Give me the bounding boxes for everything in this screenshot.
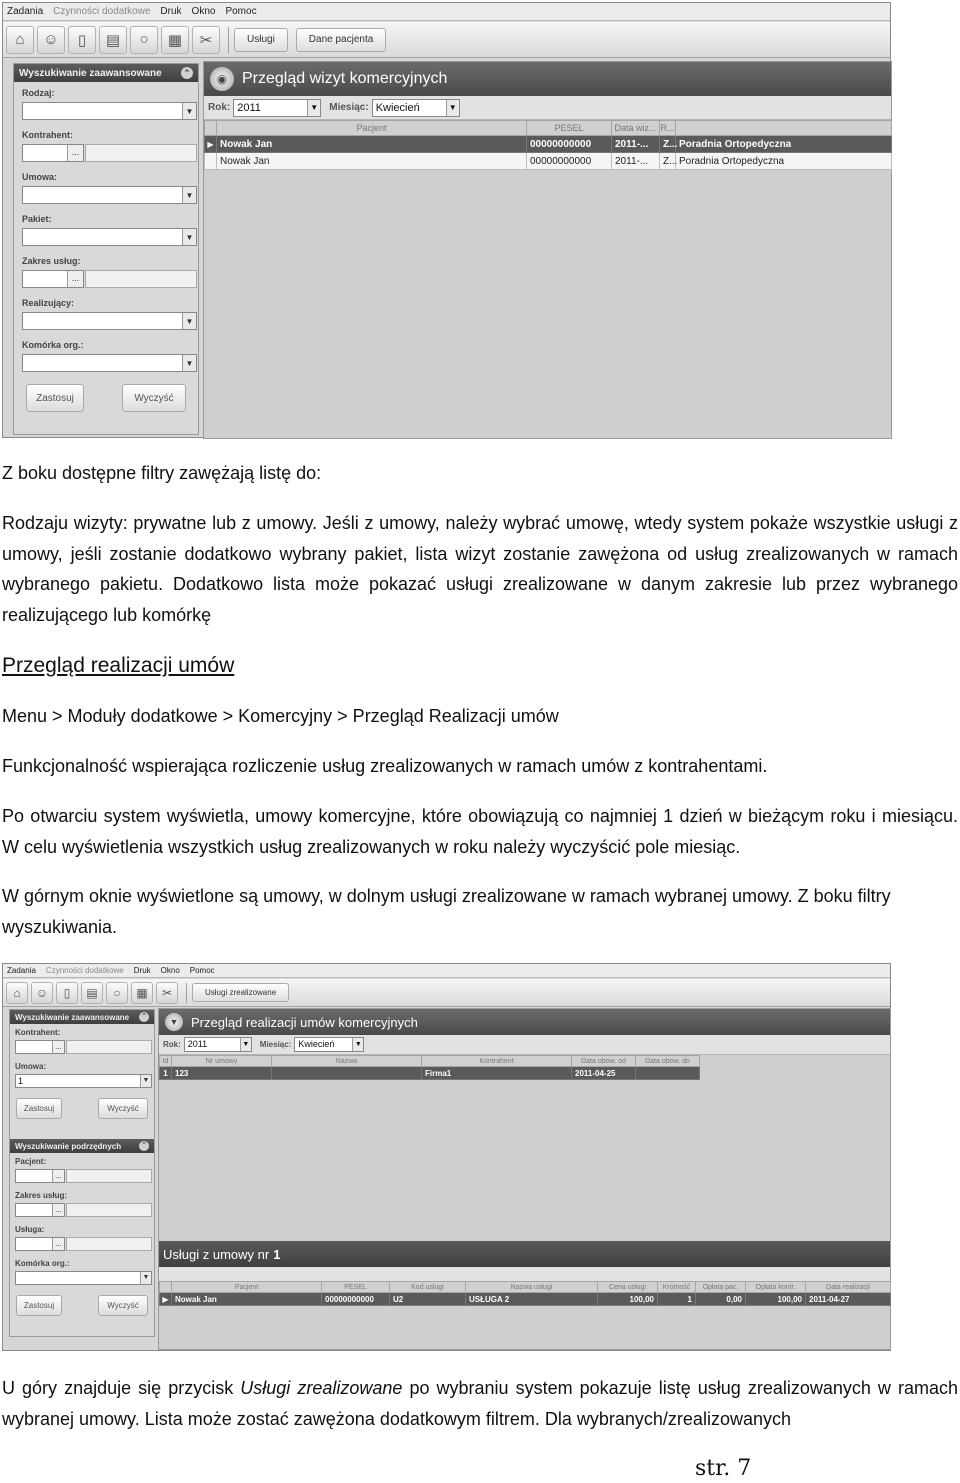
services-table [159,1281,891,1306]
subpanel-header [159,1241,890,1267]
field-label-zakres-uslug: Zakres usług: [22,256,81,266]
calendar-icon[interactable]: ▦ [161,26,189,54]
wyczysc-button[interactable]: Wyczyść [98,1295,148,1316]
uslugi-button[interactable]: Usługi [234,28,288,52]
table-header [160,1056,700,1067]
table-cell: 0,00 [696,1293,746,1306]
table-cell [272,1067,422,1080]
column-header[interactable]: Data obow. od [572,1056,636,1067]
table-cell: 1 [160,1067,172,1080]
rok-combo[interactable] [184,1037,252,1052]
pakiet-dropdown[interactable] [22,228,197,246]
paragraph-text: U góry znajduje się przycisk [2,1378,241,1398]
menu-pomoc[interactable]: Pomoc [225,6,257,17]
table-cell: 00000000000 [322,1293,390,1306]
table-row[interactable] [160,1067,700,1080]
menu-okno[interactable]: Okno [191,6,216,17]
column-header[interactable]: PESEL [527,121,612,136]
chevron-down-icon[interactable]: ▼ [307,100,320,116]
users-icon[interactable]: ☺ [31,982,53,1004]
column-header[interactable]: Nazwa [272,1056,422,1067]
komorka-dropdown[interactable] [22,354,197,372]
chevron-down-icon[interactable]: ▼ [182,229,196,245]
column-header[interactable]: Data obow. do [636,1056,700,1067]
column-header[interactable]: Pacjent [217,121,527,136]
toolbar-separator [228,27,229,53]
field-label-pacjent: Pacjent: [15,1157,47,1166]
services-subpanel [159,1241,890,1306]
table-cell: 100,00 [598,1293,658,1306]
zakres-uslug-name-field [66,1203,152,1217]
menu-okno[interactable]: Okno [160,966,180,975]
contracts-panel [158,1008,891,1350]
emphasis-uslugi-zrealizowane: Usługi zrealizowane [240,1378,403,1398]
rodzaj-dropdown[interactable] [22,102,197,120]
miesiac-combo[interactable] [372,99,460,117]
column-header[interactable]: Opłata kontr. [746,1282,806,1293]
umowa-dropdown[interactable] [15,1074,152,1088]
paragraph-menu-path: Menu > Moduły dodatkowe > Komercyjny > Przegląd Realizacji umów [2,706,559,726]
rok-value: 2011 [187,1039,208,1049]
ellipsis-icon[interactable]: ... [67,271,83,287]
menu-zadania[interactable]: Zadania [7,6,44,17]
table-cell: Poradnia Ortopedyczna [676,153,892,170]
paragraph-rodzaju-wizyty: Rodzaju wizyty: prywatne lub z umowy. Jeśli z umowy, należy wybrać umowę, wtedy system pokaże wszystkie usługi z umowy, jeśli zostanie dodatkowo wybrany pakiet, lista wizyt zostanie zawężona od usług zrealizowanych w ramach wybranego pakietu. Dodatkowo lista może pokazać usługi zrealizowane w danym zakresie lub przez wybranego realizującego lub komórkę [2,513,958,625]
table-cell: Nowak Jan [172,1293,322,1306]
document-icon[interactable]: ▯ [68,26,96,54]
column-header [676,121,892,136]
chevron-down-icon[interactable]: ▼ [140,1075,151,1087]
row-indicator-header [205,121,217,136]
scissors-icon[interactable]: ✂ [192,26,220,54]
calendar-icon[interactable]: ▦ [131,982,153,1004]
pacjent-picker[interactable] [15,1169,65,1183]
table-row[interactable] [205,136,892,153]
paragraph-filtry: Z boku dostępne filtry zawężają listę do: [2,463,322,483]
column-header[interactable]: Kontrahent [422,1056,572,1067]
year-month-filter [159,1035,890,1055]
row-pointer-icon: ▶ [160,1293,172,1306]
rok-value: 2011 [237,101,261,114]
column-header[interactable]: R... [660,121,676,136]
files-icon[interactable]: ▤ [99,26,127,54]
kontrahent-picker[interactable] [22,144,84,162]
sidebar-gap [10,1119,154,1139]
paragraph-text: po wybraniu system pokazuje listę usług zrealizowanych w ramach wybranej umowy. Lista może zostać zawężona dodatkowym filtrem. Dla wybranych/zrealizowanych [2,1378,958,1429]
rok-label: Rok: [163,1040,181,1049]
table-row[interactable] [160,1293,891,1306]
rok-combo[interactable] [233,99,321,117]
menu-czynnosci-dodatkowe[interactable]: Czynności dodatkowe [45,966,124,975]
panel-title: Przegląd wizyt komercyjnych [242,70,448,87]
ellipsis-icon[interactable]: ... [52,1170,64,1182]
table-cell: 100,00 [746,1293,806,1306]
menu-zadania[interactable]: Zadania [7,966,36,975]
table-cell: 2011-... [612,136,660,153]
column-header[interactable]: Kod usługi [390,1282,466,1293]
kontrahent-picker[interactable] [15,1040,65,1054]
wyczysc-button[interactable]: Wyczyść [122,384,186,412]
column-header[interactable]: Nazwa usługi [466,1282,598,1293]
miesiac-label: Miesiąc: [259,1040,292,1049]
zakres-uslug-name-field [85,270,197,288]
field-label-pakiet: Pakiet: [22,214,52,224]
table-cell: 2011-04-25 [572,1067,636,1080]
wyczysc-button[interactable]: Wyczyść [98,1098,148,1119]
miesiac-value: Kwiecień [298,1039,335,1049]
chevron-down-icon[interactable]: ▼ [182,313,196,329]
chevron-down-icon[interactable]: ▼ [182,187,196,203]
table-cell: Firma1 [422,1067,572,1080]
table-row[interactable] [205,153,892,170]
menu-druk[interactable]: Druk [133,966,151,975]
sidebar-header[interactable] [10,1010,154,1024]
komorka-dropdown[interactable] [15,1271,152,1285]
column-header[interactable]: Nr umowy [172,1056,272,1067]
users-icon[interactable]: ☺ [37,26,65,54]
subpanel-title: Usługi z umowy nr [163,1246,270,1262]
sidebar-header-podrzedne[interactable] [10,1139,154,1153]
table-cell: USŁUGA 2 [466,1293,598,1306]
sidebar-title: Wyszukiwanie podrzędnych [15,1141,122,1151]
pacjent-name-field [66,1169,152,1183]
kontrahent-row [22,144,198,162]
sidebar-title: Wyszukiwanie zaawansowane [19,67,162,79]
field-label-komorka: Komórka org.: [22,340,84,350]
toolbar-separator [186,983,187,1003]
field-label-kontrahent: Kontrahent: [15,1028,61,1037]
menu-druk[interactable]: Druk [160,6,182,17]
column-header[interactable]: Data realizacji [806,1282,891,1293]
ellipsis-icon[interactable]: ... [52,1041,64,1053]
table-cell: 2011-... [612,153,660,170]
advanced-search-sidebar [13,63,199,435]
chevron-down-icon[interactable]: ▼ [140,1272,151,1284]
kontrahent-name-field [85,144,197,162]
cylinder-icon: ◉ [210,67,234,91]
pacjent-row [15,1169,154,1183]
funnel-icon: ▼ [165,1013,183,1031]
table-cell: 00000000000 [527,136,612,153]
field-label-umowa: Umowa: [22,172,58,182]
umowa-value: 1 [18,1076,24,1086]
table-cell: 00000000000 [527,153,612,170]
table-cell: 2011-04-27 [806,1293,891,1306]
subpanel-contract-number: 1 [273,1246,281,1262]
collapse-icon[interactable]: ⌃ [139,1012,149,1022]
panel-title: Przegląd realizacji umów komercyjnych [191,1014,418,1030]
field-label-umowa: Umowa: [15,1062,47,1071]
column-header[interactable]: PESEL [322,1282,390,1293]
usluga-picker[interactable] [15,1237,65,1251]
sidebar-title: Wyszukiwanie zaawansowane [15,1012,130,1022]
section-heading: Przegląd realizacji umów [2,654,235,677]
home-icon[interactable]: ⌂ [6,26,34,54]
kontrahent-row [15,1040,154,1054]
zakres-row [22,270,198,288]
column-header[interactable]: Krotność [658,1282,696,1293]
table-header [205,121,892,136]
field-label-zakres-uslug: Zakres usług: [15,1191,68,1200]
column-header[interactable]: Id [160,1056,172,1067]
chevron-down-icon[interactable]: ▼ [240,1038,251,1051]
zastosuj-button[interactable]: Zastosuj [26,384,84,412]
ellipsis-icon[interactable]: ... [52,1204,64,1216]
sidebar-buttons-podrzedne [10,1295,154,1316]
scissors-icon[interactable]: ✂ [156,982,178,1004]
umowa-dropdown[interactable] [22,186,197,204]
paragraph-funkcjonalnosc: Funkcjonalność wspierająca rozliczenie usług zrealizowanych w ramach umów z kontrahentami. [2,756,768,776]
visits-panel [203,61,892,439]
visits-table [204,120,892,170]
circle-icon[interactable]: ○ [130,26,158,54]
files-icon[interactable]: ▤ [81,982,103,1004]
miesiac-label: Miesiąc: [329,102,369,113]
home-icon[interactable]: ⌂ [6,982,28,1004]
toolbar [3,979,890,1007]
paragraph-uslugi-zrealizowane [2,1373,958,1434]
ellipsis-icon[interactable]: ... [67,145,83,161]
table-header [160,1282,891,1293]
row-indicator-header [160,1282,172,1293]
table-cell: 1 [658,1293,696,1306]
dane-pacjenta-button[interactable]: Dane pacjenta [296,28,387,52]
miesiac-value: Kwiecień [375,101,420,114]
table-cell: Poradnia Ortopedyczna [676,136,892,153]
table-cell: U2 [390,1293,466,1306]
miesiac-combo[interactable] [294,1037,364,1052]
table-cell: 123 [172,1067,272,1080]
rok-label: Rok: [208,102,231,113]
table-cell: Nowak Jan [217,136,527,153]
usluga-name-field [66,1237,152,1251]
realizujacy-dropdown[interactable] [22,312,197,330]
paragraph-gorne-okno: W górnym oknie wyświetlone są umowy, w dolnym usługi zrealizowane w ramach wybranej umowy. Z boku filtry wyszukiwania. [2,886,891,937]
table-cell: Z... [660,153,676,170]
table-cell [636,1067,700,1080]
ellipsis-icon[interactable]: ... [52,1238,64,1250]
row-pointer-icon: ▶ [205,136,217,153]
sidebar-buttons [10,1098,154,1119]
row-indicator [205,153,217,170]
column-header[interactable]: Pacjent [172,1282,322,1293]
screenshot-przeglad-wizyt [2,2,891,438]
screenshot-przeglad-realizacji [2,963,891,1351]
chevron-down-icon[interactable]: ▼ [182,355,196,371]
sidebar-header[interactable] [14,64,198,82]
subpanel-spacer [159,1267,890,1281]
uslugi-zrealizowane-button[interactable]: Usługi zrealizowane [192,983,289,1002]
toolbar [3,22,890,58]
field-label-usluga: Usługa: [15,1225,45,1234]
field-label-rodzaj: Rodzaj: [22,88,55,98]
field-label-kontrahent: Kontrahent: [22,130,73,140]
circle-icon[interactable]: ○ [106,982,128,1004]
collapse-icon[interactable]: ⌃ [181,67,193,79]
zakres-row [15,1203,154,1217]
chevron-down-icon[interactable]: ▼ [352,1038,363,1051]
paragraph-po-otwarciu: Po otwarciu system wyświetla, umowy komercyjne, które obowiązują co najmniej 1 dzień w bieżącym roku i miesiącu. W celu wyświetlenia wszystkich usług zrealizowanych w roku należy wyczyścić pole miesiąc. [2,806,958,857]
zakres-uslug-picker[interactable] [15,1203,65,1217]
sidebar-column [9,1009,155,1337]
sidebar-buttons [14,384,198,412]
page-number: str. 7 [695,1456,752,1481]
usluga-row [15,1237,154,1251]
column-header[interactable]: Cena usługi [598,1282,658,1293]
column-header[interactable]: Data wiz... [612,121,660,136]
chevron-down-icon[interactable]: ▼ [446,100,459,116]
field-label-komorka: Komórka org.: [15,1259,70,1268]
zastosuj-button[interactable]: Zastosuj [16,1295,62,1316]
menu-czynnosci-dodatkowe[interactable]: Czynności dodatkowe [53,6,151,17]
table-cell: Z... [660,136,676,153]
collapse-icon[interactable]: ⌃ [139,1141,149,1151]
column-header[interactable]: Opłata pac. [696,1282,746,1293]
zastosuj-button[interactable]: Zastosuj [16,1098,62,1119]
table-cell: Nowak Jan [217,153,527,170]
menu-bar [3,3,890,21]
field-label-realizujacy: Realizujący: [22,298,75,308]
panel-header [204,62,891,96]
menu-bar [3,964,890,978]
zakres-uslug-picker[interactable] [22,270,84,288]
chevron-down-icon[interactable]: ▼ [182,103,196,119]
panel-header [159,1009,890,1035]
menu-pomoc[interactable]: Pomoc [189,966,215,975]
document-icon[interactable]: ▯ [56,982,78,1004]
contracts-table [159,1055,700,1080]
year-month-filter [204,96,891,120]
kontrahent-name-field [66,1040,152,1054]
